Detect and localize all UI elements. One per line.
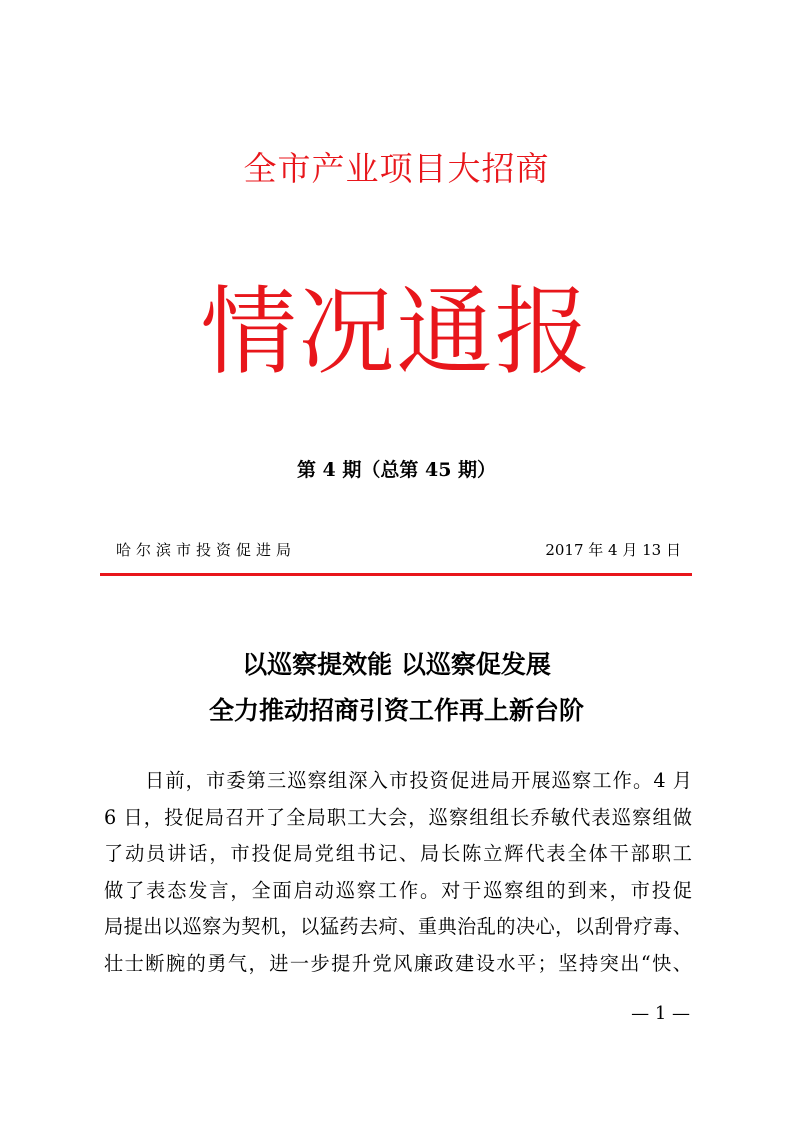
article-title-line-1: 以巡察提效能 以巡察促发展	[242, 650, 551, 679]
issuer-name: 哈尔滨市投资促进局	[116, 541, 297, 559]
page-number: — 1 —	[631, 1003, 690, 1024]
article-title-line-2: 全力推动招商引资工作再上新台阶	[208, 696, 584, 725]
body-line-4: 做了表态发言，全面启动巡察工作。对于巡察组的到来，市投促	[104, 878, 692, 902]
issue-date: 2017 年 4 月 13 日	[545, 541, 681, 559]
body-line-1: 日前，市委第三巡察组深入市投资促进局开展巡察工作。4 月	[145, 769, 692, 792]
body-line-6: 壮士断腕的勇气，进一步提升党风廉政建设水平；坚持突出“快、	[104, 951, 692, 975]
body-line-2: 6 日，投促局召开了全局职工大会，巡察组组长乔敏代表巡察组做	[104, 805, 692, 829]
body-line-3: 了动员讲话，市投促局党组书记、局长陈立辉代表全体干部职工	[104, 842, 692, 866]
series-title: 全市产业项目大招商	[243, 149, 550, 188]
masthead-title: 情况通报	[200, 276, 593, 388]
article-body	[104, 763, 692, 983]
article-title	[0, 642, 793, 734]
red-divider	[100, 573, 692, 576]
body-line-5: 局提出以巡察为契机，以猛药去疴、重典治乱的决心，以刮骨疗毒、	[104, 915, 692, 939]
issue-number: 第 4 期（总第 45 期）	[296, 459, 497, 481]
